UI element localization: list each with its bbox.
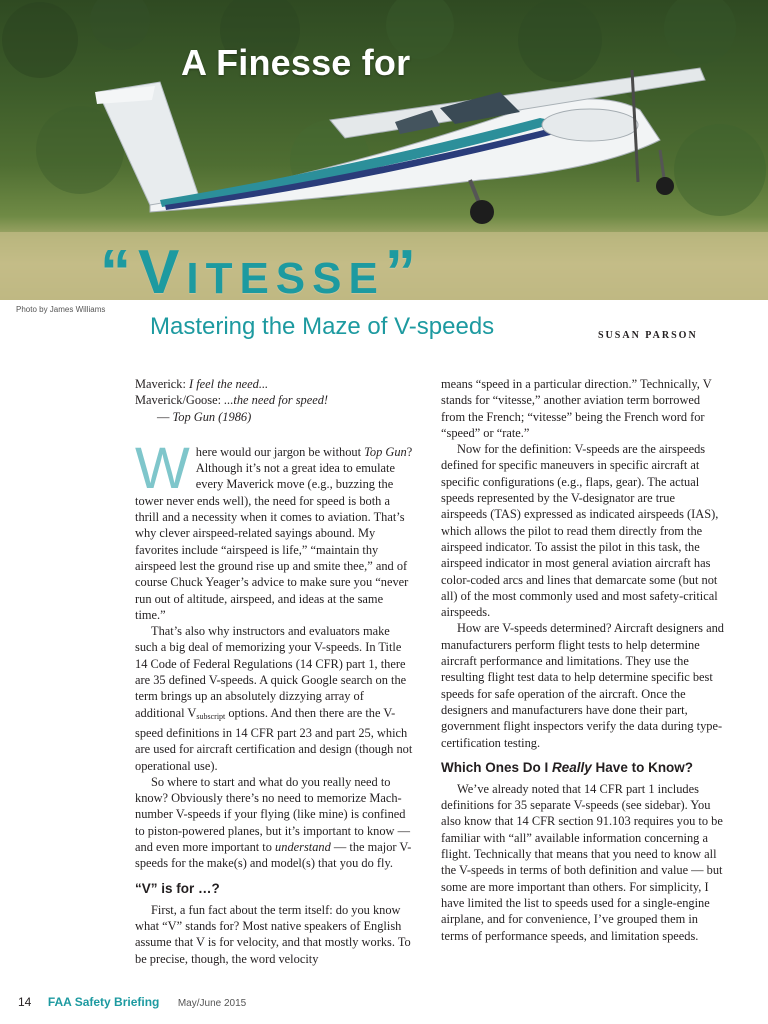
epigraph-speaker-2: Maverick/Goose: bbox=[135, 393, 225, 408]
epigraph-line-1 bbox=[135, 376, 415, 392]
magazine-name: Safety Briefing bbox=[74, 995, 160, 1009]
paragraph-1-text-a: here would our jargon be without bbox=[195, 444, 365, 459]
epigraph-source-text: Top Gun (1986) bbox=[172, 409, 252, 424]
section-heading-which-ones bbox=[441, 759, 724, 776]
paragraph-5: means “speed in a particular direction.” Technically, V stands for “vitesse,” another aviation term borrowed from the French; “vitesse” being the French word for “speed” or “rate.” bbox=[441, 377, 712, 440]
author-byline: SUSAN PARSON bbox=[598, 330, 698, 341]
title-line-1: A Finesse for bbox=[181, 42, 411, 83]
page-number: 14 bbox=[18, 995, 32, 1009]
paragraph-4: First, a fun fact about the term itself: do you know what “V” stands for? Most native speakers of English assume that V is for velocity, and that mostly works. To be precise, though, the word velocity bbox=[135, 902, 411, 966]
page-footer bbox=[18, 993, 246, 1011]
paragraph-7: How are V-speeds determined? Aircraft designers and manufacturers perform flight tests to help determine aircraft performance and limitations. They use the resulting flight test data to help determine specific best speeds for safe operation of the aircraft. Once the designers and manufacturers have done their part, government flight inspectors verify the data during type-certification testing. bbox=[441, 621, 724, 750]
epigraph-text-1: I feel the need... bbox=[189, 377, 269, 391]
title-itesse: ITESSE bbox=[186, 254, 385, 300]
title-open-quote: “ bbox=[100, 238, 138, 300]
paragraph-8: We’ve already noted that 14 CFR part 1 includes definitions for 35 separate V-speeds (see sidebar). You also know that 14 CFR section 91.103 requires you to be familiar with “all” available information concerning a flight. Technically that means that you need to know all the V-speeds in terms of both definition and value — but some are more important than others. For simplicity, I have limited the list to speeds used for a single-engine airplane, and for convenience, I’ve grouped them in terms of performance speeds, and limitation speeds. bbox=[441, 781, 723, 943]
left-column bbox=[135, 376, 415, 967]
epigraph-speaker-1: Maverick: bbox=[135, 377, 190, 391]
epigraph-source bbox=[135, 409, 415, 425]
paragraph-3-text-a: So where to start and what do you really need to know? Obviously there’s no need to memorize Mach-number V-speeds if your flying (like mine) is confined to piston-powered planes, but it’s important to know — and even more important to bbox=[135, 774, 410, 855]
paragraph-2-text-a: That’s also why instructors and evaluators make such a big deal of memorizing your V-speeds. In Title 14 Code of Federal Regulations (14 CFR) part 1, there are 35 defined V-speeds. A quick Google search on the term brings up an absolutely dizzying array of additional V bbox=[135, 624, 407, 720]
epigraph-line-2 bbox=[135, 392, 415, 408]
paragraph-3-italic: understand bbox=[275, 840, 331, 855]
drop-cap: W bbox=[135, 435, 190, 501]
paragraph-3 bbox=[135, 774, 415, 872]
epigraph bbox=[135, 376, 415, 425]
photo-credit: Photo by James Williams bbox=[16, 305, 106, 314]
paragraph-1-text-b: ? Although it’s not a great idea to emulate every Maverick move (e.g., buzzing the tower never ends well), the need for speed is both a thrill and a necessity when it comes to aviation. That’s why clever airspeed-related sayings abound. My favorites include “airspeed is life,” “maintain thy airspeed lest the ground rise up and smite thee,” and of course Chuck Yeager’s advice to make sure you “never run out of altitude, airspeed, and ideas at the same time.” bbox=[135, 444, 413, 622]
epigraph-text-2: ...the need for speed! bbox=[224, 393, 329, 408]
heading-text-a: Which Ones Do I bbox=[441, 759, 553, 775]
title-line-2 bbox=[100, 238, 423, 300]
paragraph-2-text-b: options. And then there are the V-speed definitions in 14 CFR part 23 and part 25, which are used for aircraft certification and design (though not operational use). bbox=[135, 705, 413, 773]
heading-text-b: Have to Know? bbox=[591, 759, 694, 775]
paragraph-1 bbox=[135, 435, 415, 623]
article-subtitle: Mastering the Maze of V-speeds bbox=[150, 313, 495, 340]
magazine-faa: FAA bbox=[47, 995, 75, 1009]
section-heading-v-is-for: “V” is for …? bbox=[135, 880, 220, 896]
paragraph-6: Now for the definition: V-speeds are the airspeeds defined for specific maneuvers in specific aircraft at specific configurations (e.g., flaps, gear). The actual speeds represented by the V-designator are true airspeeds (TAS) expressed as indicated airspeeds (IAS), which allows the pilot to read them directly from the airspeed indicator. To assist the pilot in this task, the airspeed indicator in most general aviation aircraft has color-coded arcs and lines that demarcate some (but not all) of the most commonly used and most safety-critical airspeeds. bbox=[441, 442, 719, 620]
heading-italic: Really bbox=[552, 759, 592, 775]
paragraph-2-subscript: subscript bbox=[196, 711, 226, 721]
paragraph-2 bbox=[135, 623, 415, 774]
paragraph-3-text-b: — the major V-speeds for the make(s) and model(s) that you do fly. bbox=[135, 840, 412, 871]
right-column bbox=[441, 376, 724, 944]
hero-photo bbox=[0, 0, 768, 300]
issue-date: May/June 2015 bbox=[177, 998, 247, 1009]
title-close-quote: ” bbox=[384, 238, 423, 300]
title-v: V bbox=[138, 238, 187, 300]
epigraph-dash: — bbox=[157, 409, 173, 424]
paragraph-1-italic: Top Gun bbox=[364, 444, 407, 459]
